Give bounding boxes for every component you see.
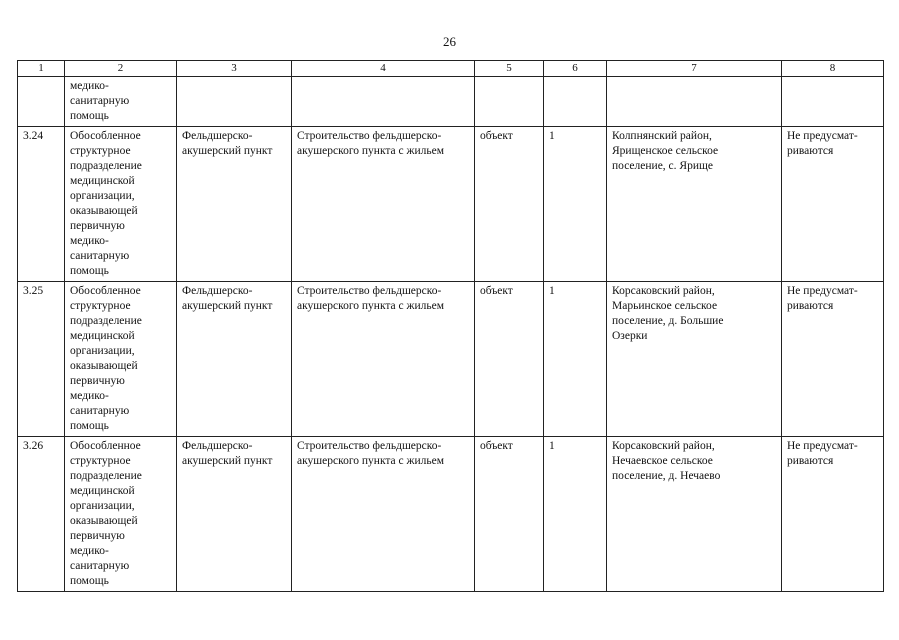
cell-note: Не предусмат- риваются [782,282,884,437]
cell-note: Не предусмат- риваются [782,127,884,282]
cell-location: Колпнянский район, Ярищенское сельское поселение, с. Ярище [607,127,782,282]
header-col-8: 8 [782,61,884,77]
table-row [18,127,884,282]
cell-empty [544,77,607,127]
cell-quantity: 1 [544,437,607,592]
table-row [18,282,884,437]
header-col-3: 3 [177,61,292,77]
cell-empty [475,77,544,127]
header-col-6: 6 [544,61,607,77]
cell-facility: Фельдшерско- акушерский пункт [177,437,292,592]
cell-number: 3.25 [18,282,65,437]
header-col-4: 4 [292,61,475,77]
page-number: 26 [443,34,456,49]
header-col-7: 7 [607,61,782,77]
table-row [18,437,884,592]
cell-empty [292,77,475,127]
cell-work: Строительство фельдшерско- акушерского пункта с жильем [292,437,475,592]
cell-quantity: 1 [544,127,607,282]
cell-unit: объект [475,282,544,437]
cell-empty [18,77,65,127]
cell-organization: Обособленное структурное подразделение медицинской организации, оказывающей первичную медико- санитарную помощь [65,127,177,282]
cell-quantity: 1 [544,282,607,437]
cell-location: Корсаковский район, Нечаевское сельское поселение, д. Нечаево [607,437,782,592]
cell-unit: объект [475,127,544,282]
document-table [17,60,884,592]
table-header-row [18,61,884,77]
cell-organization: Обособленное структурное подразделение медицинской организации, оказывающей первичную медико- санитарную помощь [65,282,177,437]
table-continuation-row [18,77,884,127]
cell-facility: Фельдшерско- акушерский пункт [177,282,292,437]
cell-facility: Фельдшерско- акушерский пункт [177,127,292,282]
cell-organization-continued: медико- санитарную помощь [65,77,177,127]
cell-location: Корсаковский район, Марьинское сельское поселение, д. Большие Озерки [607,282,782,437]
cell-work: Строительство фельдшерско- акушерского пункта с жильем [292,282,475,437]
header-col-2: 2 [65,61,177,77]
cell-empty [782,77,884,127]
header-col-5: 5 [475,61,544,77]
cell-number: 3.26 [18,437,65,592]
cell-unit: объект [475,437,544,592]
cell-organization: Обособленное структурное подразделение медицинской организации, оказывающей первичную медико- санитарную помощь [65,437,177,592]
cell-work: Строительство фельдшерско- акушерского пункта с жильем [292,127,475,282]
header-col-1: 1 [18,61,65,77]
cell-note: Не предусмат- риваются [782,437,884,592]
cell-number: 3.24 [18,127,65,282]
cell-empty [177,77,292,127]
cell-empty [607,77,782,127]
